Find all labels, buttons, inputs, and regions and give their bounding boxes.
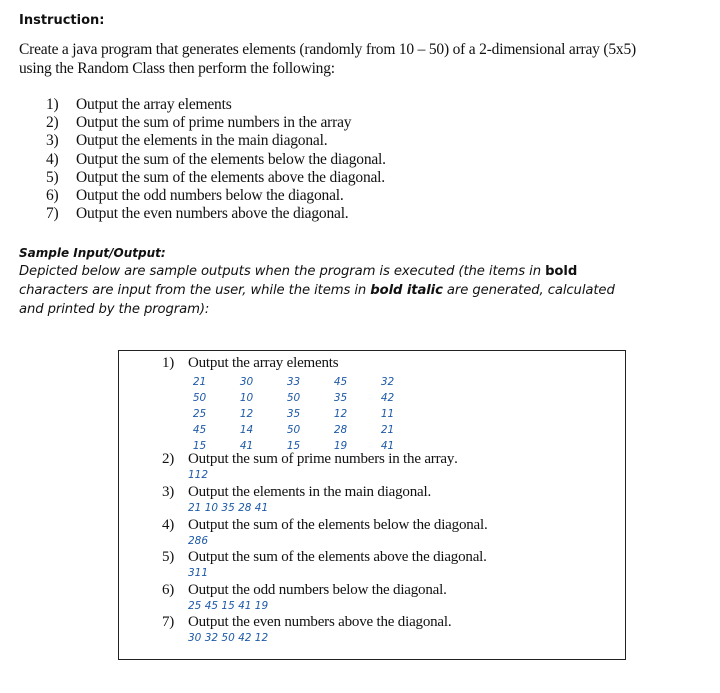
matrix-cell: 30 — [239, 376, 254, 388]
task-number: 5) — [46, 168, 59, 186]
matrix-cell: 41 — [239, 440, 254, 452]
sample-description — [19, 262, 639, 319]
task-text: Output the sum of the elements below the diagonal. — [76, 150, 386, 168]
array-matrix — [176, 374, 411, 454]
matrix-cell: 10 — [239, 392, 254, 404]
matrix-cell: 21 — [192, 376, 207, 388]
matrix-cell: 12 — [239, 408, 254, 420]
sample-section-number: 1) — [162, 355, 175, 371]
task-text: Output the array elements — [76, 96, 232, 113]
below-sum-output: 286 — [188, 535, 209, 547]
sample-section-number: 3) — [162, 484, 175, 500]
matrix-cell: 32 — [380, 376, 395, 388]
intro-paragraph: Create a java program that generates elements (randomly from 10 – 50) of a 2-dimensional array (5x5) using the Random Class then perform the following: — [19, 41, 636, 77]
task-item — [46, 205, 386, 223]
sample-section-7 — [162, 614, 451, 631]
matrix-cell: 45 — [192, 424, 207, 436]
sample-section-title: Output the sum of prime numbers in the array — [188, 451, 455, 467]
sample-section-2 — [162, 451, 458, 468]
sample-desc-text: are generated, calculated and printed by the program): — [19, 283, 615, 317]
task-number: 2) — [46, 114, 59, 132]
task-item — [46, 114, 386, 132]
sample-section-title: Output the array elements — [188, 355, 339, 371]
task-number: 3) — [46, 132, 59, 150]
matrix-cell: 28 — [333, 424, 348, 436]
task-text: Output the sum of the elements above the diagonal. — [76, 168, 385, 186]
even-above-output: 30 32 50 42 12 — [188, 632, 269, 644]
task-number: 4) — [46, 150, 59, 168]
sample-heading: Sample Input/Output: — [19, 246, 166, 260]
sample-section-title: Output the odd numbers below the diagonal. — [188, 582, 447, 598]
task-text: Output the odd numbers below the diagonal. — [76, 187, 344, 205]
task-text: Output the even numbers above the diagonal. — [76, 205, 349, 223]
task-item — [46, 96, 386, 114]
sample-desc-bold-italic: bold italic — [370, 283, 443, 298]
matrix-cell: 11 — [380, 408, 395, 420]
sample-section-6 — [162, 582, 447, 599]
task-list — [46, 96, 386, 223]
matrix-cell: 14 — [239, 424, 254, 436]
sample-section-number: 2) — [162, 451, 175, 467]
matrix-cell: 42 — [380, 392, 395, 404]
sample-section-title: Output the sum of the elements below the diagonal. — [188, 517, 488, 533]
matrix-cell: 35 — [333, 392, 348, 404]
matrix-row — [176, 406, 411, 422]
sample-section-number: 7) — [162, 614, 175, 630]
sample-desc-text: Depicted below are sample outputs when the program is executed (the items in — [19, 264, 546, 279]
task-item — [46, 151, 386, 169]
matrix-cell: 15 — [286, 440, 301, 452]
task-text: Output the sum of prime numbers in the array — [76, 114, 352, 132]
matrix-cell: 41 — [380, 440, 395, 452]
sample-desc-bold: bold — [545, 264, 578, 279]
task-text: Output the elements in the main diagonal. — [76, 132, 328, 150]
diagonal-output: 21 10 35 28 41 — [188, 502, 269, 514]
sample-section-1 — [162, 355, 338, 372]
sample-section-number: 6) — [162, 582, 175, 598]
above-sum-output: 311 — [188, 567, 209, 579]
matrix-cell: 35 — [286, 408, 301, 420]
sample-section-title: Output the even numbers above the diagonal. — [188, 614, 452, 630]
matrix-cell: 12 — [333, 408, 348, 420]
prime-sum-output: 112 — [188, 469, 209, 481]
task-item — [46, 132, 386, 150]
matrix-row — [176, 390, 411, 406]
matrix-cell: 19 — [333, 440, 348, 452]
matrix-row — [176, 422, 411, 438]
task-number: 1) — [46, 96, 59, 113]
instruction-heading: Instruction: — [19, 13, 105, 28]
task-item — [46, 169, 386, 187]
matrix-cell: 21 — [380, 424, 395, 436]
odd-below-output: 25 45 15 41 19 — [188, 600, 269, 612]
sample-section-title: Output the sum of the elements above the diagonal. — [188, 549, 487, 565]
matrix-cell: 45 — [333, 376, 348, 388]
matrix-cell: 33 — [286, 376, 301, 388]
sample-section-3 — [162, 484, 431, 501]
sample-section-number: 4) — [162, 517, 175, 533]
sample-desc-text: characters are input from the user, while the items in — [19, 283, 371, 298]
matrix-cell: 15 — [192, 440, 207, 452]
sample-section-number: 5) — [162, 549, 175, 565]
matrix-cell: 25 — [192, 408, 207, 420]
task-number: 6) — [46, 187, 59, 205]
task-item — [46, 187, 386, 205]
sample-section-5 — [162, 549, 487, 566]
matrix-cell: 50 — [192, 392, 207, 404]
sample-section-period: . — [454, 451, 458, 467]
sample-section-4 — [162, 517, 488, 534]
matrix-cell: 50 — [286, 424, 301, 436]
matrix-row — [176, 374, 411, 390]
sample-section-title: Output the elements in the main diagonal. — [188, 484, 431, 500]
matrix-cell: 50 — [286, 392, 301, 404]
task-number: 7) — [46, 205, 59, 223]
